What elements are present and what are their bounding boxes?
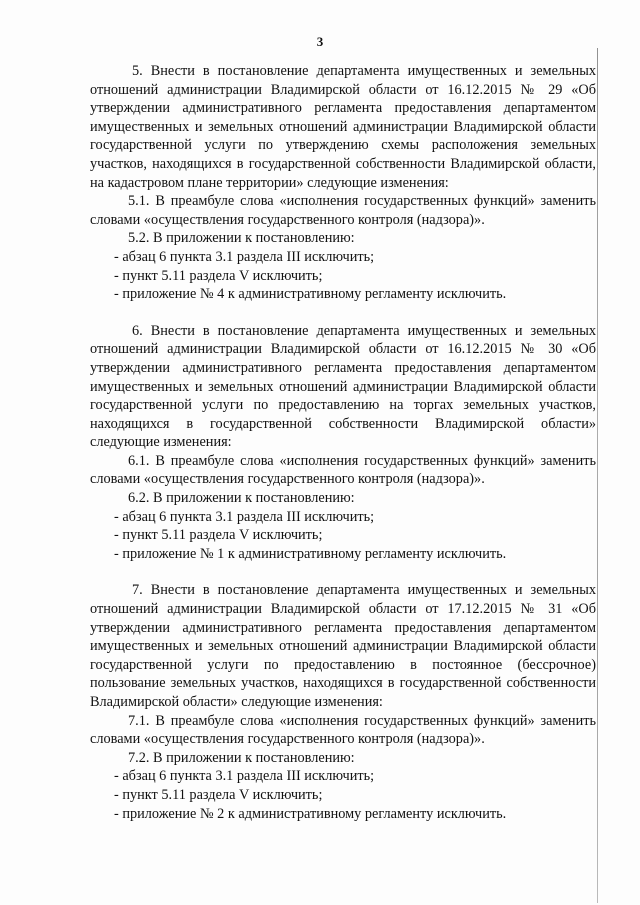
list-item: - пункт 5.11 раздела V исключить; — [114, 267, 323, 284]
section-intro: 7. Внести в постановление департамента имущественных и земельных отношений администрации Владимирской области от 17.12.2015 № 31 «Об утверждении административного регламента предоставления департаментом имущественных и земельных отношений администрации Владимирской области государственной услуги по предоставлению в постоянное (бессрочное) пользование земельных участков, находящихся в государственной собственности Владимирской области» следующие изменения: — [90, 582, 596, 710]
section-intro: 6. Внести в постановление департамента имущественных и земельных отношений администрации Владимирской области от 16.12.2015 № 30 «Об утверждении административного регламента предоставления департаментом имущественных и земельных отношений администрации Владимирской области государственной услуги по предоставлению на торгах земельных участков, находящихся в государственной собственности Владимирской области» следующие изменения: — [90, 322, 596, 451]
subsection-preamble: 6.1. В преамбуле слова «исполнения государственных функций» заменить словами «осуществления государственного контроля (надзора)». — [90, 452, 596, 488]
list-item: - абзац 6 пункта 3.1 раздела III исключить; — [114, 508, 375, 525]
subsection-appendix: 7.2. В приложении к постановлению: — [128, 749, 355, 766]
list-item: - пункт 5.11 раздела V исключить; — [114, 786, 323, 803]
list-item: - приложение № 1 к административному регламенту исключить. — [114, 545, 507, 562]
subsection-appendix: 5.2. В приложении к постановлению: — [128, 230, 355, 247]
section-7 — [90, 581, 596, 823]
list-item: - пункт 5.11 раздела V исключить; — [114, 527, 323, 544]
scan-edge-line — [597, 48, 598, 903]
section-intro: 5. Внести в постановление департамента имущественных и земельных отношений администрации Владимирской области от 16.12.2015 № 29 «Об утверждении административного регламента предоставления департаментом имущественных и земельных отношений администрации Владимирской области государственной услуги по утверждению схемы расположения земельных участков, находящихся в государственной собственности Владимирской области, на кадастровом плане территории» следующие изменения: — [90, 63, 596, 191]
section-5 — [90, 62, 596, 304]
list-item: - приложение № 4 к административному регламенту исключить. — [114, 286, 507, 303]
paragraph-gap — [90, 304, 596, 322]
section-6 — [90, 322, 596, 564]
subsection-preamble: 5.1. В преамбуле слова «исполнения государственных функций» заменить словами «осуществления государственного контроля (надзора)». — [90, 193, 596, 228]
list-item: - абзац 6 пункта 3.1 раздела III исключить; — [114, 768, 375, 785]
document-body — [90, 62, 596, 823]
subsection-preamble: 7.1. В преамбуле слова «исполнения государственных функций» заменить словами «осуществления государственного контроля (надзора)». — [90, 712, 596, 748]
page-number: 3 — [316, 34, 324, 49]
list-item: - абзац 6 пункта 3.1 раздела III исключить; — [114, 248, 375, 265]
paragraph-gap — [90, 563, 596, 581]
subsection-appendix: 6.2. В приложении к постановлению: — [128, 490, 355, 507]
list-item: - приложение № 2 к административному регламенту исключить. — [114, 805, 507, 822]
